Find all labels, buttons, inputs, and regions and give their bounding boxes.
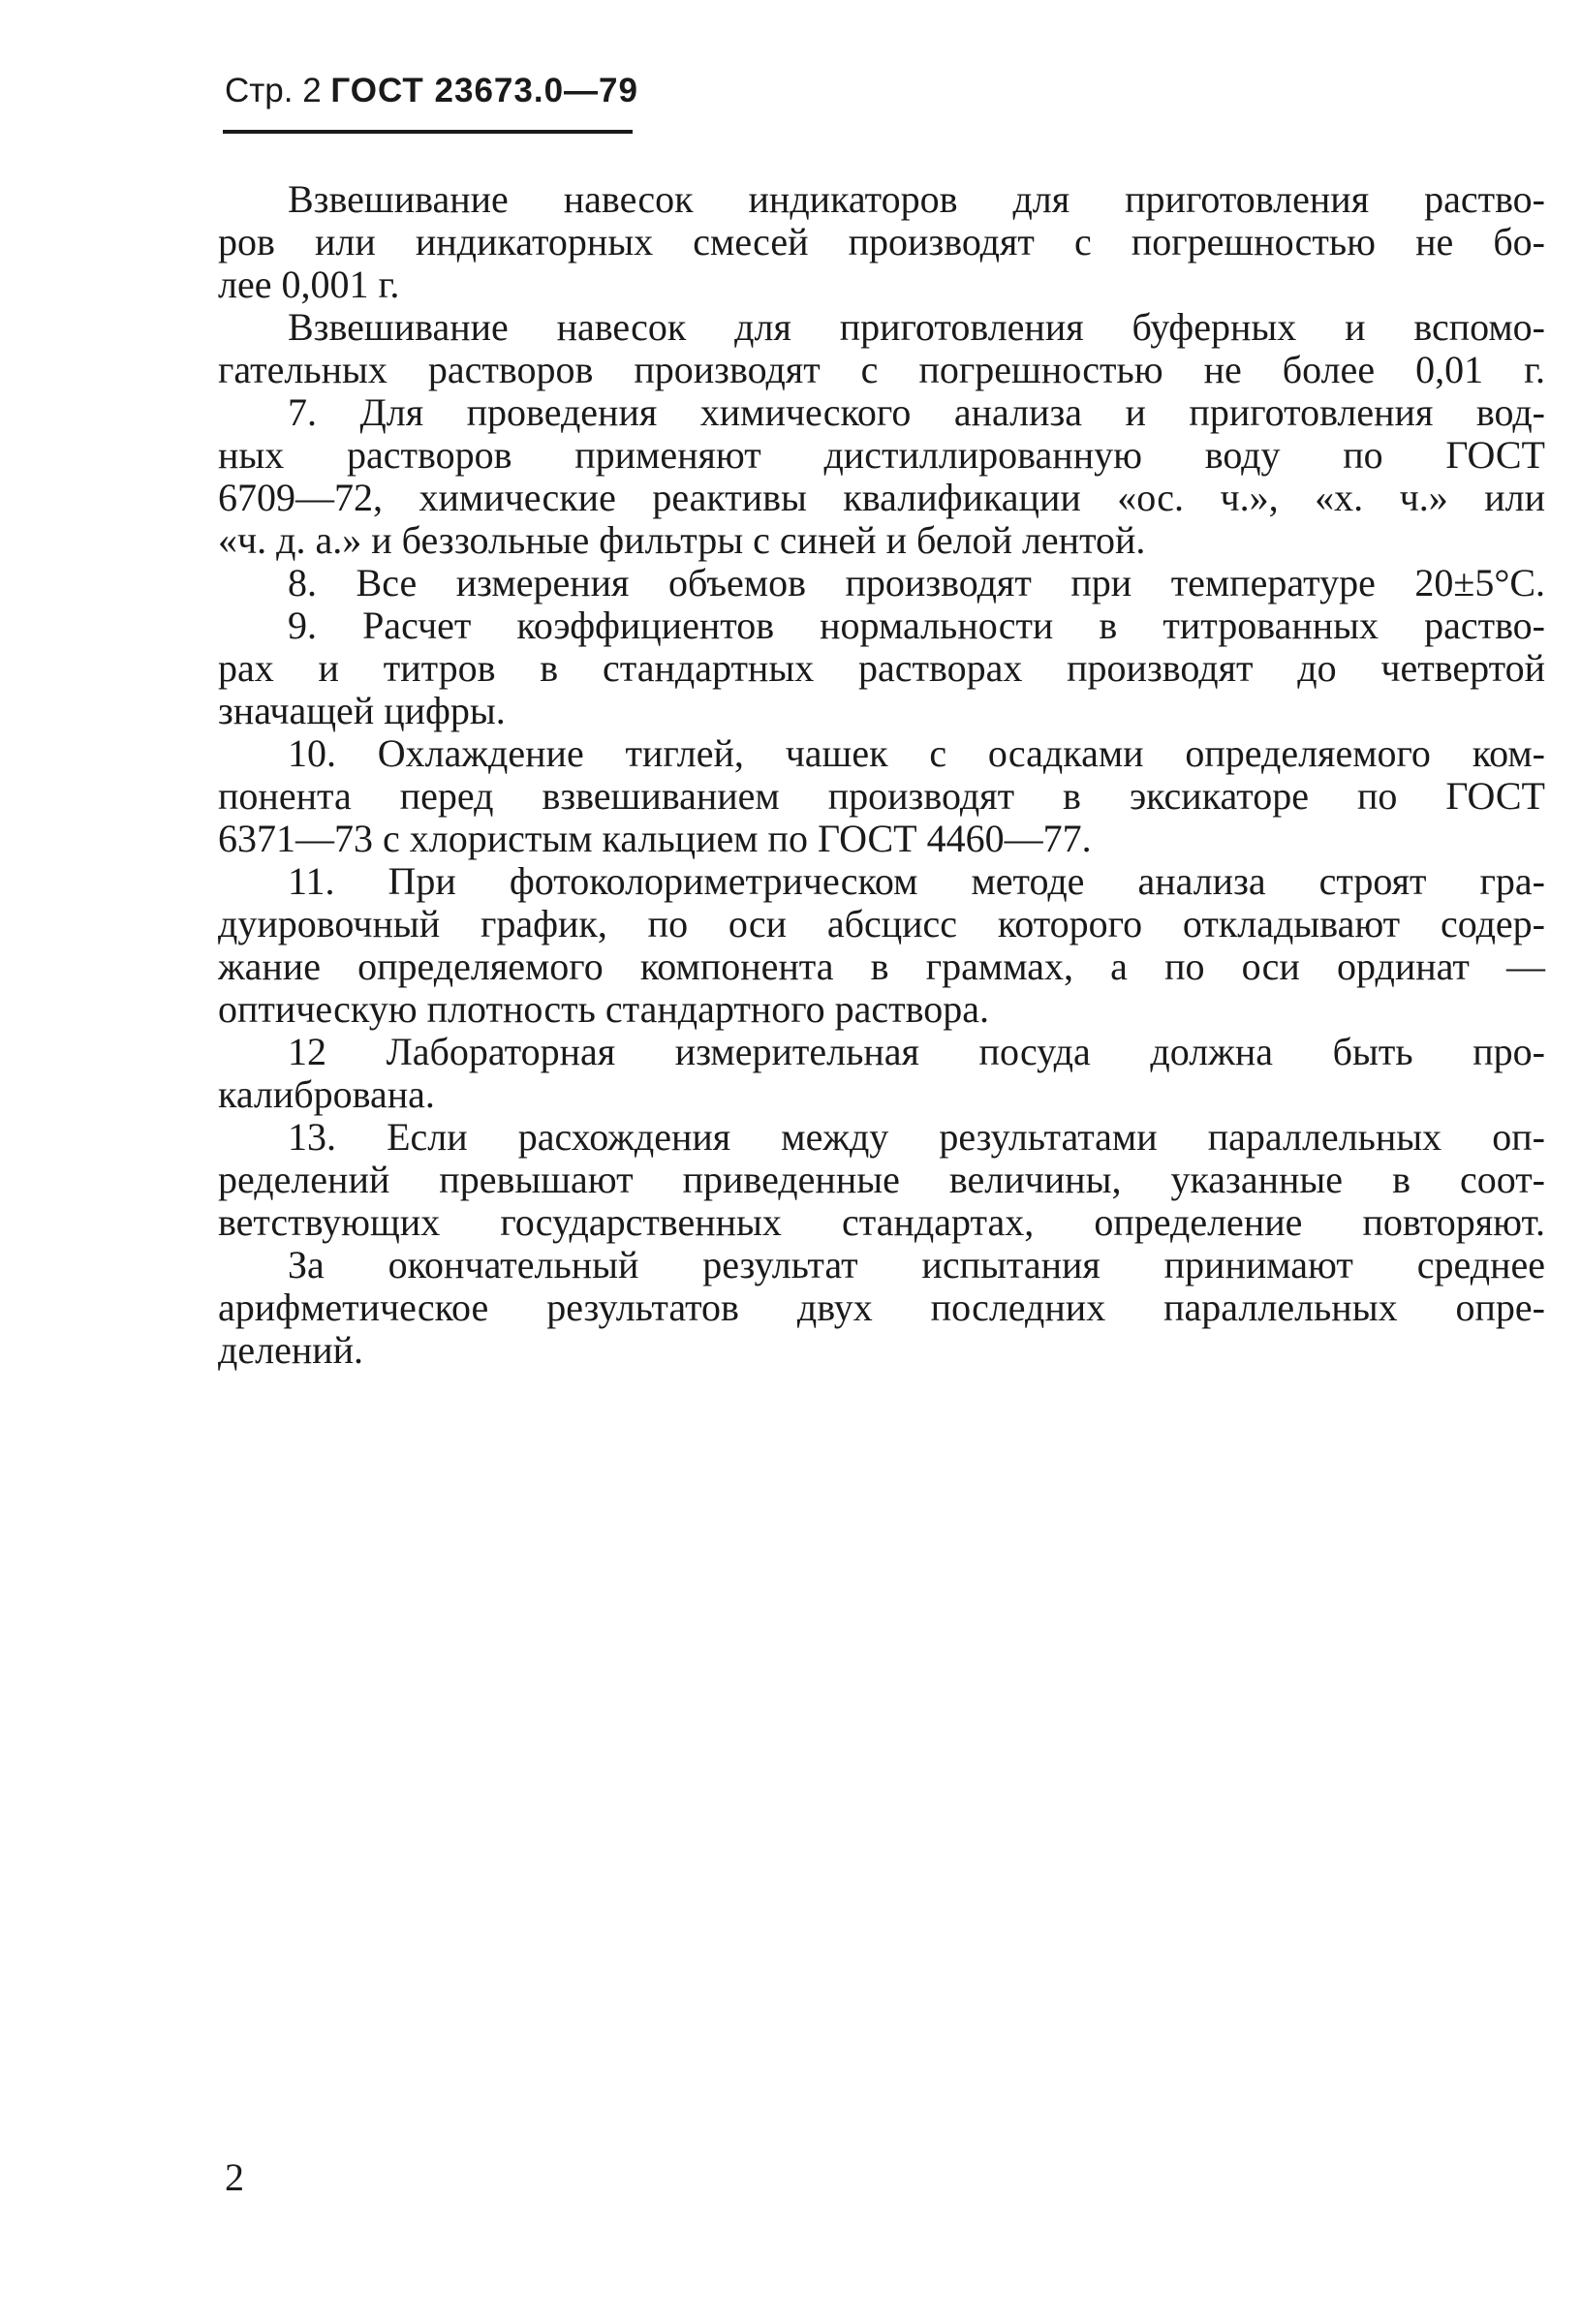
page-header [225,74,638,108]
text-line: За окончательный результат испытания принимают среднее [288,1243,1545,1286]
text-line: 7. Для проведения химического анализа и приготовления вод- [288,390,1545,434]
text-line: 9. Расчет коэффициентов нормальности в титрованных раство- [288,604,1545,647]
text-line: лее 0,001 г. [218,263,400,306]
page-label: Стр. 2 [225,72,322,109]
text-line: ветствующих государственных стандартах, определение повторяют. [218,1200,1545,1244]
text-line: Взвешивание навесок для приготовления буферных и вспомо- [288,305,1545,349]
text-line: ределений превышают приведенные величины, указанные в соот- [218,1158,1545,1201]
text-line: 10. Охлаждение тиглей, чашек с осадками определяемого ком- [288,731,1545,775]
text-line: оптическую плотность стандартного раствора. [218,987,989,1031]
text-line: гательных растворов производят с погрешностью не более 0,01 г. [218,348,1545,391]
text-line: ных растворов применяют дистиллированную воду по ГОСТ [218,433,1545,477]
text-line: понента перед взвешиванием производят в эксикаторе по ГОСТ [218,774,1545,818]
text-line: Взвешивание навесок индикаторов для приготовления раство- [288,177,1545,221]
text-line: 13. Если расхождения между результатами параллельных оп- [288,1115,1545,1159]
text-line: 11. При фотоколориметрическом методе анализа строят гра- [288,859,1545,903]
text-line: дуировочный график, по оси абсцисс которого откладывают содер- [218,902,1545,945]
text-line: рах и титров в стандартных растворах производят до четвертой [218,646,1545,690]
text-line: 8. Все измерения объемов производят при температуре 20±5°С. [288,561,1545,604]
document-body [218,178,1545,1372]
page-number: 2 [225,2155,244,2199]
text-line: калибрована. [218,1072,435,1116]
header-rule [223,130,633,134]
standard-number: ГОСТ 23673.0—79 [330,72,638,109]
text-line: 12 Лабораторная измерительная посуда должна быть про- [288,1030,1545,1073]
text-line: жание определяемого компонента в граммах, а по оси ординат — [218,945,1545,988]
text-line: 6709—72, химические реактивы квалификации «ос. ч.», «х. ч.» или [218,476,1545,519]
text-line: арифметическое результатов двух последних параллельных опре- [218,1286,1545,1329]
text-line: 6371—73 с хлористым кальцием по ГОСТ 4460—77. [218,817,1092,860]
text-line: ров или индикаторных смесей производят с погрешностью не бо- [218,220,1545,263]
text-line: значащей цифры. [218,689,506,732]
text-line: «ч. д. а.» и беззольные фильтры с синей и белой лентой. [218,518,1146,562]
text-line: делений. [218,1328,364,1372]
